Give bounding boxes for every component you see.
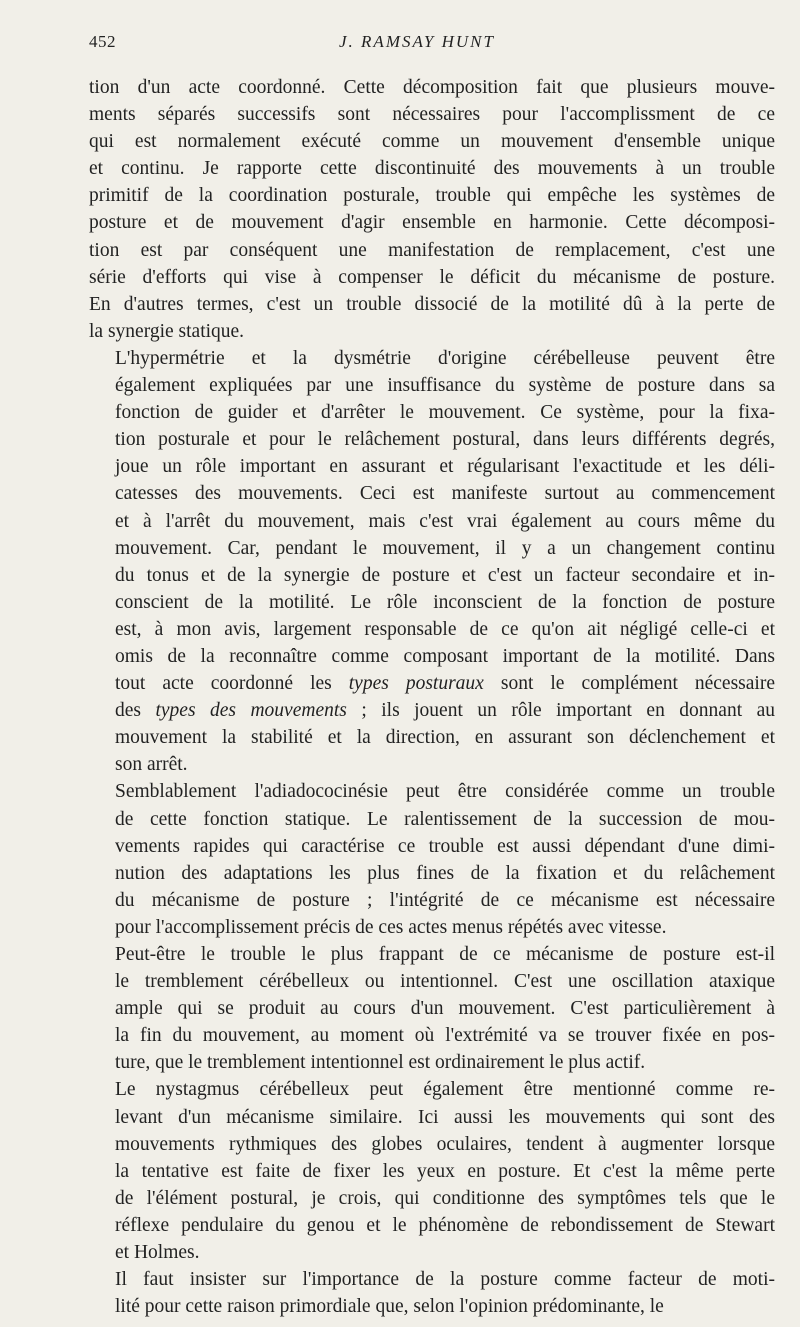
body-text: [89, 74, 775, 1320]
text-line: de cette fonction statique. Le ralentissement de la succession de mou-: [115, 808, 775, 830]
text-line: Le nystagmus cérébelleux peut également être mentionné comme re-: [115, 1079, 775, 1101]
text-line: qui est normalement exécuté comme un mouvement d'ensemble unique: [89, 131, 775, 153]
text-line: réflexe pendulaire du genou et le phénomène de rebondissement de Stewart: [115, 1214, 775, 1236]
text-line: est, à mon avis, largement responsable de ce qu'on ait négligé celle-ci et: [115, 618, 775, 640]
text-line: son arrêt.: [115, 754, 188, 776]
text-line: et Holmes.: [115, 1242, 200, 1264]
text-line: En d'autres termes, c'est un trouble dissocié de la motilité dû à la perte de: [89, 293, 775, 315]
paragraph: [89, 1266, 775, 1320]
text-line: mouvements rythmiques des globes oculaires, tendent à augmenter lorsque: [115, 1133, 775, 1155]
text-line: ments séparés successifs sont nécessaires pour l'accomplissment de ce: [89, 104, 775, 126]
text-line: mouvement la stabilité et la direction, en assurant son déclenchement et: [115, 727, 775, 749]
text-line: conscient de la motilité. Le rôle inconscient de la fonction de posture: [115, 591, 775, 613]
text-line: la tentative est faite de fixer les yeux en posture. Et c'est la même perte: [115, 1160, 775, 1182]
text-line: lité pour cette raison primordiale que, selon l'opinion prédominante, le: [115, 1296, 664, 1318]
paragraph: [89, 345, 775, 779]
text-line: catesses des mouvements. Ceci est manifeste surtout au commencement: [115, 483, 775, 505]
paragraph: [89, 941, 775, 1076]
text-line: tout acte coordonné les types posturaux sont le complément nécessaire: [115, 673, 775, 695]
text-line: du tonus et de la synergie de posture et c'est un facteur secondaire et in-: [115, 564, 775, 586]
text-line: la synergie statique.: [89, 320, 245, 342]
text-line: le tremblement cérébelleux ou intentionnel. C'est une oscillation ataxique: [115, 971, 775, 993]
text-line: Il faut insister sur l'importance de la posture comme facteur de moti-: [115, 1269, 775, 1291]
text-line: série d'efforts qui vise à compenser le déficit du mécanisme de posture.: [89, 266, 775, 288]
text-line: et à l'arrêt du mouvement, mais c'est vrai également au cours même du: [115, 510, 775, 532]
paragraph: [89, 74, 775, 345]
text-line: tion d'un acte coordonné. Cette décomposition fait que plusieurs mouve-: [89, 77, 775, 98]
text-line: fonction de guider et d'arrêter le mouvement. Ce système, pour la fixa-: [115, 402, 775, 424]
text-line: des types des mouvements ; ils jouent un rôle important en donnant au: [115, 700, 775, 722]
text-line: de l'élément postural, je crois, qui conditionne des symptômes tels que le: [115, 1187, 775, 1209]
text-line: Semblablement l'adiadococinésie peut être considérée comme un trouble: [115, 781, 775, 803]
text-line: tion est par conséquent une manifestation de remplacement, c'est une: [89, 239, 775, 261]
text-line: et continu. Je rapporte cette discontinuité des mouvements à un trouble: [89, 158, 775, 180]
text-line: ample qui se produit au cours d'un mouvement. C'est particulièrement à: [115, 998, 775, 1020]
text-line: omis de la reconnaître comme composant important de la motilité. Dans: [115, 645, 775, 667]
text-line: également expliquées par une insuffisance du système de posture dans sa: [115, 375, 775, 397]
text-line: posture et de mouvement d'agir ensemble en harmonie. Cette décomposi-: [89, 212, 775, 234]
italic-term: types des mouvements: [155, 700, 347, 722]
text-line: vements rapides qui caractérise ce trouble est aussi dépendant d'une dimi-: [115, 835, 775, 857]
text-line: joue un rôle important en assurant et régularisant l'exactitude et les déli-: [115, 456, 775, 478]
page-header: [89, 32, 770, 62]
text-line: ture, que le tremblement intentionnel est ordinairement le plus actif.: [115, 1052, 646, 1074]
paragraph: [89, 778, 775, 941]
text-line: tion posturale et pour le relâchement postural, dans leurs différents degrés,: [115, 429, 775, 451]
text-line: L'hypermétrie et la dysmétrie d'origine cérébelleuse peuvent être: [115, 347, 775, 369]
text-line: Peut-être le trouble le plus frappant de ce mécanisme de posture est-il: [115, 944, 775, 965]
text-line: nution des adaptations les plus fines de la fixation et du relâchement: [115, 862, 775, 884]
text-line: mouvement. Car, pendant le mouvement, il y a un changement continu: [115, 537, 775, 559]
text-line: la fin du mouvement, au moment où l'extrémité va se trouver fixée en pos-: [115, 1025, 775, 1047]
italic-term: types posturaux: [348, 673, 484, 695]
text-line: levant d'un mécanisme similaire. Ici aussi les mouvements qui sont des: [115, 1106, 775, 1128]
text-line: primitif de la coordination posturale, trouble qui empêche les systèmes de: [89, 185, 775, 207]
running-head: J. RAMSAY HUNT: [339, 32, 495, 51]
page-number: 452: [89, 32, 116, 51]
paragraph: [89, 1076, 775, 1266]
text-line: du mécanisme de posture ; l'intégrité de ce mécanisme est nécessaire: [115, 889, 775, 911]
text-line: pour l'accomplissement précis de ces actes menus répétés avec vitesse.: [115, 916, 667, 938]
